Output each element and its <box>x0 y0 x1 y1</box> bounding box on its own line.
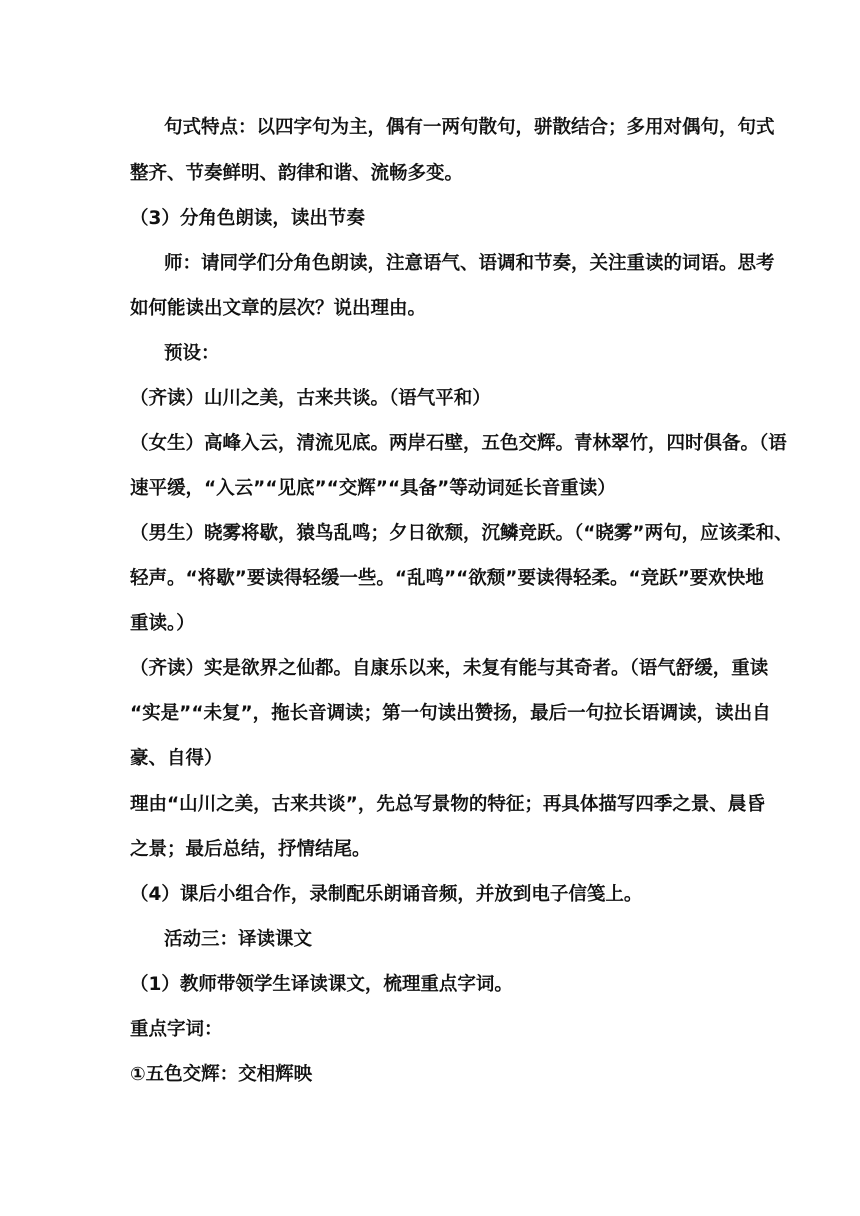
paragraph-chorus-2-line-2: “实是”“未复”，拖长音调读；第一句读出赞扬，最后一句拉长语调读，读出自 <box>130 703 771 724</box>
heading-group-recording: （4）课后小组合作，录制配乐朗诵音频，并放到电子信笺上。 <box>130 884 643 905</box>
paragraph-reason-line-2: 之景；最后总结，抒情结尾。 <box>130 839 371 860</box>
label-preset: 预设： <box>164 343 220 364</box>
list-item-key-word-1: ①五色交辉：交相辉映 <box>130 1064 313 1085</box>
paragraph-chorus-2-line-3: 豪、自得） <box>130 748 223 769</box>
paragraph-translate-reading: （1）教师带领学生译读课文，梳理重点字词。 <box>130 974 513 995</box>
paragraph-reason-line-1: 理由“山川之美，古来共谈”，先总写景物的特征；再具体描写四季之景、晨昏 <box>130 794 765 815</box>
paragraph-teacher-line-2: 如何能读出文章的层次？说出理由。 <box>130 298 427 319</box>
paragraph-boys-line-2: 轻声。“将歇”要读得轻缓一些。“乱鸣”“欲颓”要读得轻柔。“竞跃”要欢快地 <box>130 568 764 589</box>
heading-role-reading: （3）分角色朗读，读出节奏 <box>130 208 365 229</box>
label-key-words: 重点字词： <box>130 1019 223 1040</box>
paragraph-boys-line-1: （男生）晓雾将歇，猿鸟乱鸣；夕日欲颓，沉鳞竞跃。（“晓雾”两句，应该柔和、 <box>130 523 793 544</box>
paragraph-girls-line-2: 速平缓，“入云”“见底”“交辉”“具备”等动词延长音重读） <box>130 478 616 499</box>
heading-activity-three: 活动三：译读课文 <box>164 929 313 950</box>
paragraph-chorus-2-line-1: （齐读）实是欲界之仙都。自康乐以来，未复有能与其奇者。（语气舒缓，重读 <box>130 658 769 679</box>
paragraph-sentence-features-line-1: 句式特点：以四字句为主，偶有一两句散句，骈散结合；多用对偶句，句式 <box>164 117 775 138</box>
paragraph-girls-line-1: （女生）高峰入云，清流见底。两岸石壁，五色交辉。青林翠竹，四时俱备。（语 <box>130 433 787 454</box>
paragraph-sentence-features-line-2: 整齐、节奏鲜明、韵律和谐、流畅多变。 <box>130 163 464 184</box>
paragraph-boys-line-3: 重读。） <box>130 613 195 634</box>
paragraph-chorus-1: （齐读）山川之美，古来共谈。（语气平和） <box>130 388 491 409</box>
paragraph-teacher-line-1: 师：请同学们分角色朗读，注意语气、语调和节奏，关注重读的词语。思考 <box>164 253 775 274</box>
